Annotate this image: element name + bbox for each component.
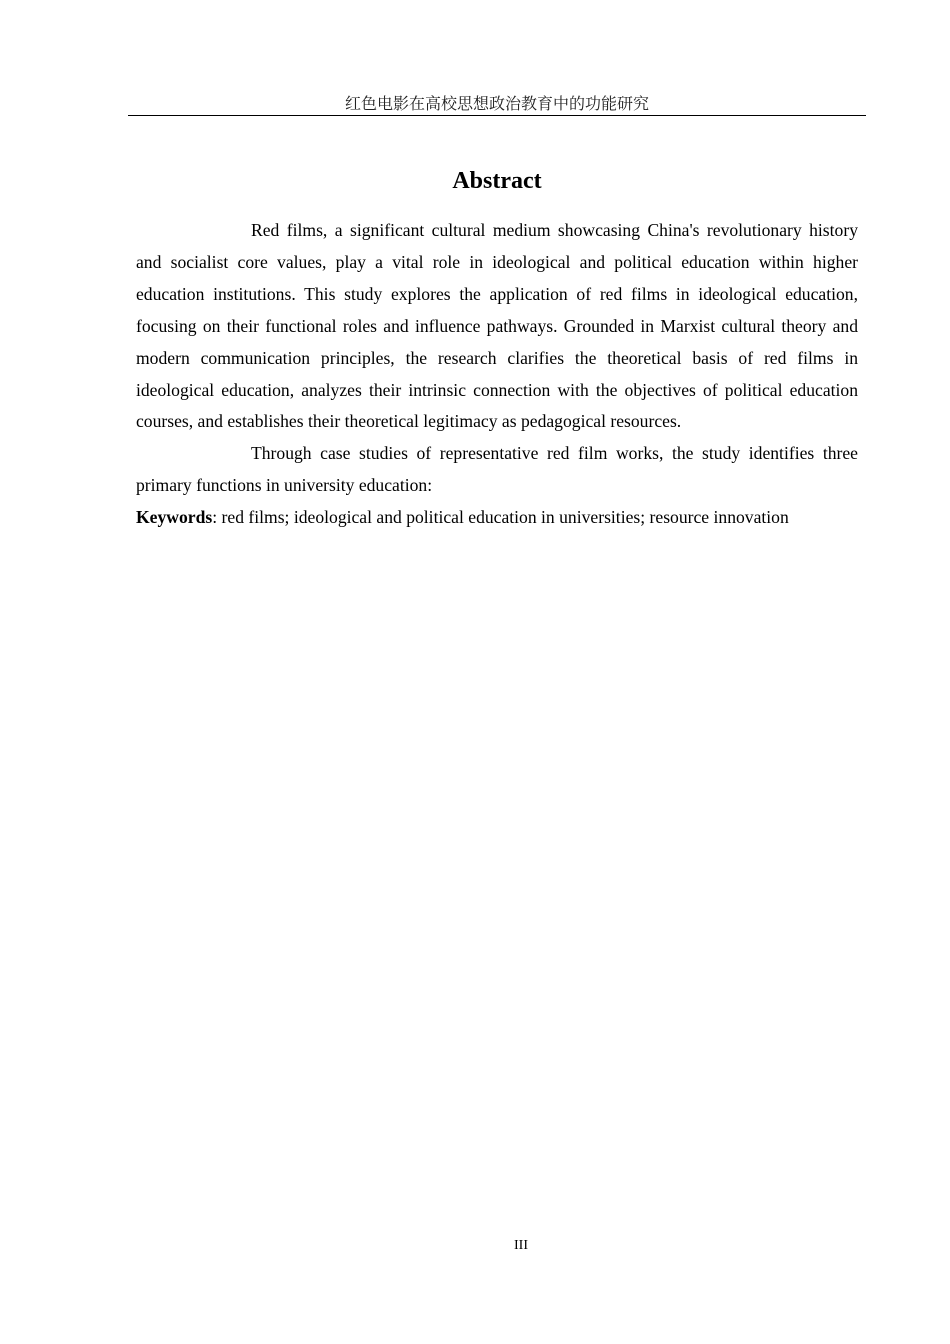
running-header: 红色电影在高校思想政治教育中的功能研究: [344, 94, 649, 113]
page-number: III: [514, 1238, 528, 1253]
abstract-body: [136, 215, 858, 534]
abstract-paragraph-1: Red films, a significant cultural medium showcasing China's revolutionary history and socialist core values, play a vital role in ideological and political education within higher education institutions. This study explores the application of red films in ideological education, focusing on their functional roles and influence pathways. Grounded in Marxist cultural theory and modern communication principles, the research clarifies the theoretical basis of red films in ideological education, analyzes their intrinsic connection with the objectives of political education courses, and establishes their theoretical legitimacy as pedagogical resources.: [136, 220, 858, 432]
abstract-paragraph-2: Through case studies of representative red film works, the study identifies three primary functions in university education:: [136, 443, 858, 496]
keywords-label: Keywords: [136, 507, 213, 528]
header-rule: [128, 115, 866, 116]
keywords-line: [136, 502, 858, 534]
keywords-text: : red films; ideological and political education in universities; resource innovation: [212, 507, 789, 528]
abstract-title: Abstract: [452, 168, 542, 194]
